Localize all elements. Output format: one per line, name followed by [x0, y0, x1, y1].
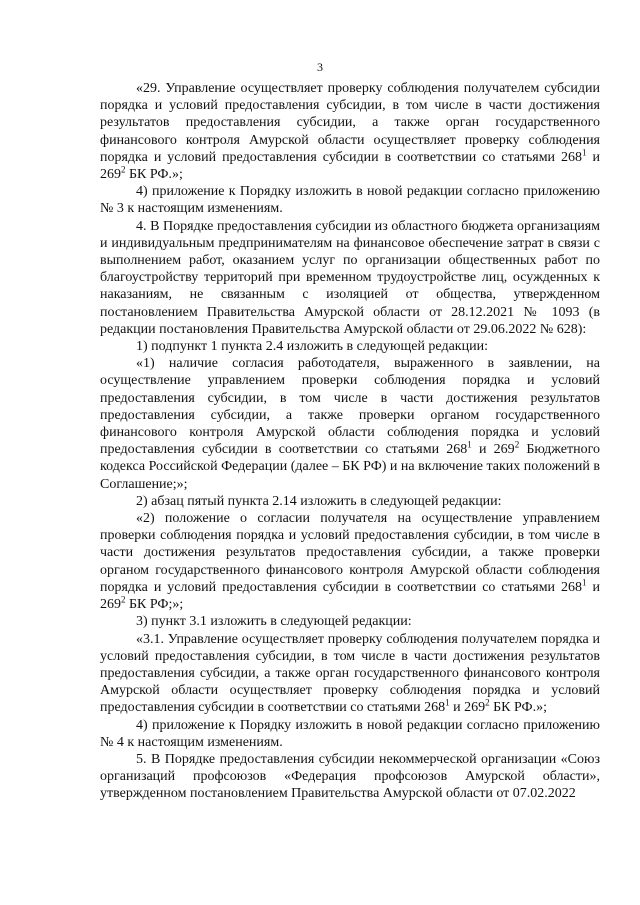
paragraph-11: 5. В Порядке предоставления субсидии некоммерческой организации «Союз организаций профсоюзов «Федерация профсоюзов Амурской области», утвержденном постановлением Правительства Амурской области от 07.02.2022: [100, 751, 600, 802]
superscript: 2: [121, 164, 126, 175]
superscript: 1: [445, 697, 450, 708]
paragraph-10: 4) приложение к Порядку изложить в новой редакции согласно приложению № 4 к настоящим изменениям.: [100, 717, 600, 750]
paragraph-8: 3) пункт 3.1 изложить в следующей редакции:: [136, 614, 412, 630]
paragraph-5: «1) наличие согласия работодателя, выраженного в заявлении, на осуществление управлением проверки соблюдения порядка и условий предоставления субсидии, в том числе в части достижения результатов предоставления субсидии, а также проверки органом государственного финансового контроля Амурской области соблюдения порядка и условий предоставления субсидии в соответствии со статьями $268^1$ и $269^2$ Бюджетного кодекса Российской Федерации (далее – БК РФ) и на включение таких положений в Соглашение;»;: [100, 356, 600, 492]
superscript: 1: [467, 439, 472, 450]
paragraph-1: «29. Управление осуществляет проверку соблюдения получателем субсидии порядка и условий предоставления субсидии, в том числе в части достижения результатов предоставления субсидии, а также орган государственного финансового контроля Амурской области осуществляет проверку соблюдения порядка и условий предоставления субсидии в соответствии со статьями $268^1$ и $269^2$ БК РФ.»;: [100, 81, 600, 183]
superscript: 2: [514, 439, 520, 450]
paragraph-7: «2) положение о согласии получателя на осуществление управлением проверки соблюдения порядка и условий предоставления субсидии, в том числе в части достижения результатов предоставления субсидии, а также проверки органом государственного финансового контроля Амурской области соблюдения порядка и условий предоставления субсидии в соответствии со статьями $268^1$ и $269^2$ БК РФ;»;: [100, 511, 600, 613]
superscript: 1: [582, 147, 587, 158]
superscript: 1: [582, 577, 587, 588]
paragraph-4: 1) подпункт 1 пункта 2.4 изложить в следующей редакции:: [136, 339, 488, 355]
document-body: [100, 80, 600, 803]
paragraph-3: 4. В Порядке предоставления субсидии из областного бюджета организациям и индивидуальным предпринимателям на финансовое обеспечение затрат в связи с выполнением работ, оказанием услуг по организации общественных работ по благоустройству территорий при временном трудоустройстве лиц, осужденных к наказаниям, не связанным с изоляцией от общества, утвержденном постановлением Правительства Амурской области от 28.12.2021 № 1093 (в редакции постановления Правительства Амурской области от 29.06.2022 № 628):: [100, 218, 600, 337]
page-number: 3: [317, 60, 323, 74]
superscript: 2: [485, 697, 490, 708]
superscript: 2: [121, 594, 126, 605]
paragraph-6: 2) абзац пятый пункта 2.14 изложить в следующей редакции:: [136, 493, 502, 509]
paragraph-2: 4) приложение к Порядку изложить в новой редакции согласно приложению № 3 к настоящим изменениям.: [100, 184, 600, 217]
paragraph-9: «3.1. Управление осуществляет проверку соблюдения получателем порядка и условий предоставления субсидии, в том числе в части достижения результатов предоставления субсидии, а также орган государственного финансового контроля Амурской области осуществляет проверку соблюдения порядка и условий предоставления субсидии в соответствии со статьями $268^1$ и $269^2$ БК РФ.»;: [100, 631, 600, 716]
